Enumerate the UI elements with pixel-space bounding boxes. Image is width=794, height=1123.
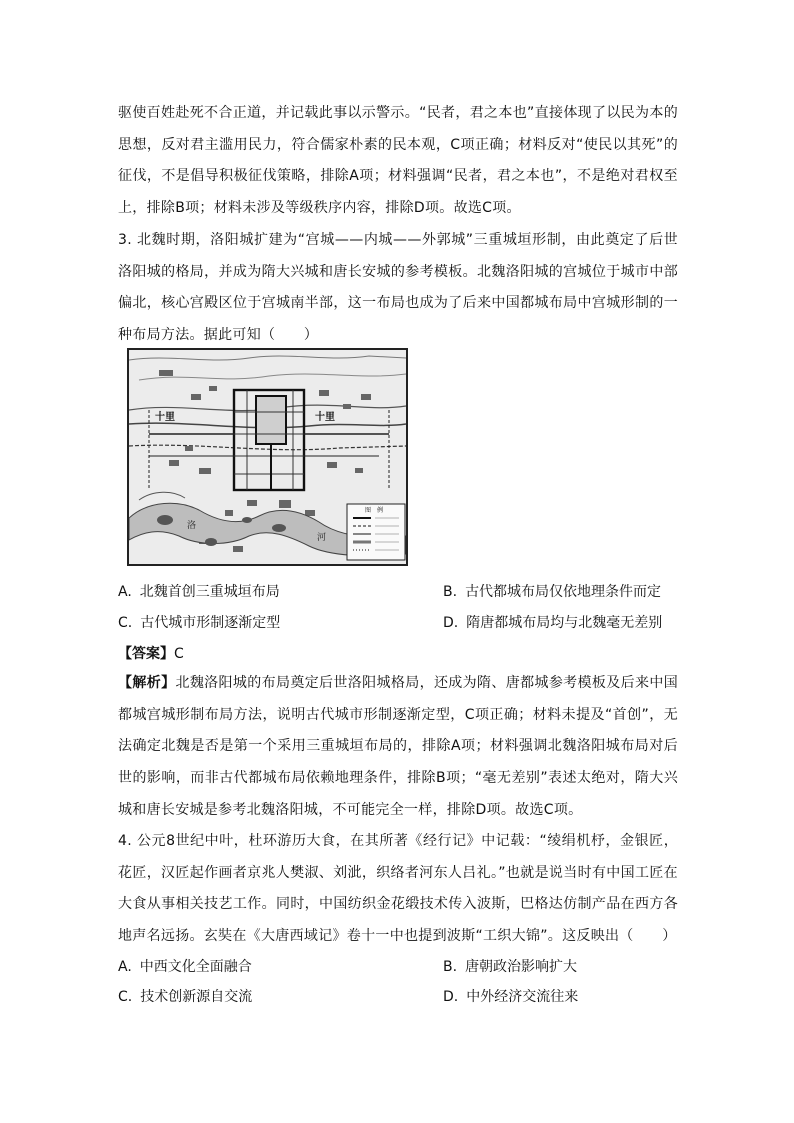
option-letter: C. [118,989,133,1005]
answer-tag: 【答案】 [118,646,174,662]
option-text: 技术创新源自交流 [140,989,253,1005]
map-label-shili-east: 十里 [315,412,335,423]
answer-value: C [174,646,184,662]
q4-stem: 4. 公元8世纪中叶，杜环游历大食，在其所著《经行记》中记载：“绫绢机杼，金银匠，花匠，汉匠起作画者京兆人樊淑、刘泚，织络者河东人吕礼。”也就是说当时有中国工匠在大食从事相关技艺工作。同时，中国纺织金花缎技术传入波斯，巴格达仿制产品在西方各地声名远扬。玄奘在《大唐西域记》卷十一中也提到波斯“工织大锦”。这反映出（ ） [118,833,678,945]
option-text: 北魏首创三重城垣布局 [139,584,280,600]
luoyang-map-figure [127,348,408,566]
option-letter: A. [118,584,132,600]
q3-option-c [118,613,280,633]
option-text: 中西文化全面融合 [139,959,252,975]
option-text: 古代城市形制逐渐定型 [140,615,281,631]
q3-option-d [443,613,662,633]
map-label-shili-west: 十里 [155,412,175,423]
option-letter: B. [443,959,458,975]
q4-option-c [118,987,252,1007]
option-letter: A. [118,959,132,975]
q3-option-b [443,582,661,602]
q4-option-d [443,987,578,1007]
q4-option-b [443,957,577,977]
q3-answer [118,644,184,664]
q3-analysis [118,668,678,827]
option-text: 古代都城布局仅依地理条件而定 [465,584,662,600]
option-letter: C. [118,615,133,631]
option-text: 唐朝政治影响扩大 [465,959,578,975]
option-letter: D. [443,615,459,631]
map-label-luo: 洛 [187,521,197,531]
option-letter: B. [443,584,458,600]
q2-analysis-tail: 驱使百姓赴死不合正道，并记载此事以示警示。“民者，君之本也”直接体现了以民为本的思想，反对君主滥用民力，符合儒家朴素的民本观，C项正确；材料反对“使民以其死”的征伐，不是倡导积极征伐策略，排除A项；材料强调“民者，君之本也”，不是绝对君权至上，排除B项；材料未涉及等级秩序内容，排除D项。故选C项。 [118,105,678,217]
q3-stem: 3. 北魏时期，洛阳城扩建为“宫城——内城——外郭城”三重城垣形制，由此奠定了后世洛阳城的格局，并成为隋大兴城和唐长安城的参考模板。北魏洛阳城的宫城位于城市中部偏北，核心宫殿区位于宫城南半部，这一布局也成为了后来中国都城布局中宫城形制的一种布局方法。据此可知（ ） [118,232,678,344]
q4-option-a [118,957,252,977]
option-text: 中外经济交流往来 [466,989,579,1005]
analysis-tag: 【解析】 [118,675,176,691]
analysis-text: 北魏洛阳城的布局奠定后世洛阳城格局，还成为隋、唐都城参考模板及后来中国都城宫城形制布局方法，说明古代城市形制逐渐定型，C项正确；材料未提及“首创”，无法确定北魏是否是第一个采用三重城垣布局的，排除A项；材料强调北魏洛阳城布局对后世的影响，而非古代都城布局依赖地理条件，排除B项；“毫无差别”表述太绝对，隋大兴城和唐长安城是参考北魏洛阳城，不可能完全一样，排除D项。故选C项。 [118,675,679,818]
map-label-he: 河 [317,533,327,543]
legend-title: 图 例 [365,507,384,514]
q3-option-a [118,582,280,602]
option-text: 隋唐都城布局均与北魏毫无差别 [466,615,663,631]
option-letter: D. [443,989,459,1005]
